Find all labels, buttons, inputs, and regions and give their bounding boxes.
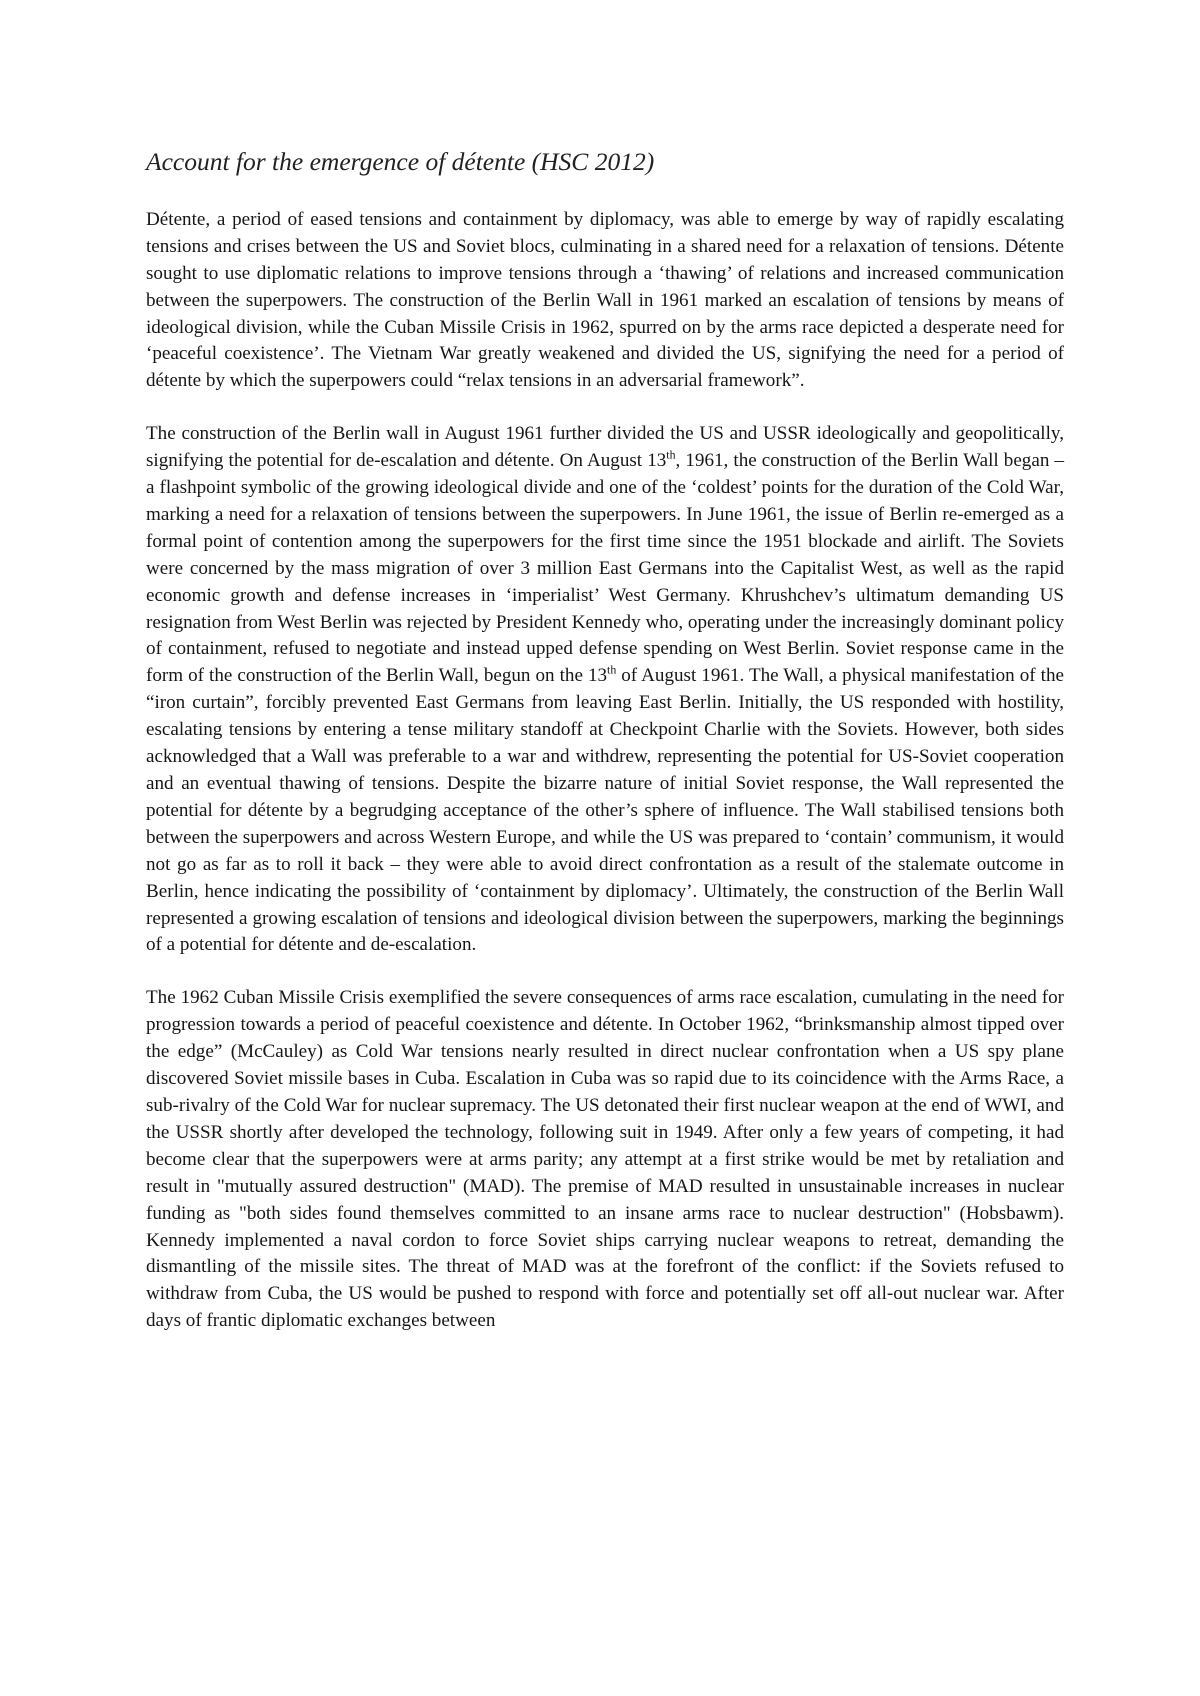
paragraph-cuban-missile-crisis: The 1962 Cuban Missile Crisis exemplified the severe consequences of arms race escalation, cumulating in the need for progression towards a period of peaceful coexistence and détente. In October 1962, “brinksmanship almost tipped over the edge” (McCauley) as Cold War tensions nearly resulted in direct nuclear confrontation when a US spy plane discovered Soviet missile bases in Cuba. Escalation in Cuba was so rapid due to its coincidence with the Arms Race, a sub-rivalry of the Cold War for nuclear supremacy. The US detonated their first nuclear weapon at the end of WWI, and the USSR shortly after developed the technology, following suit in 1949. After only a few years of competing, it had become clear that the superpowers were at arms parity; any attempt at a first strike would be met by retaliation and result in "mutually assured destruction" (MAD). The premise of MAD resulted in unsustainable increases in nuclear funding as "both sides found themselves committed to an insane arms race to nuclear destruction" (Hobsbawm). Kennedy implemented a naval cordon to force Soviet ships carrying nuclear weapons to retreat, demanding the dismantling of the missile sites. The threat of MAD was at the forefront of the conflict: if the Soviets refused to withdraw from Cuba, the US would be pushed to respond with force and potentially set off all-out nuclear war. After days of frantic diplomatic exchanges between bbox=[146, 987, 1064, 1332]
paragraph-introduction: Détente, a period of eased tensions and containment by diplomacy, was able to emerge by way of rapidly escalating tensions and crises between the US and Soviet blocs, culminating in a shared need for a relaxation of tensions. Détente sought to use diplomatic relations to improve tensions through a ‘thawing’ of relations and increased communication between the superpowers. The construction of the Berlin Wall in 1961 marked an escalation of tensions by means of ideological division, while the Cuban Missile Crisis in 1962, spurred on by the arms race depicted a desperate need for ‘peaceful coexistence’. The Vietnam War greatly weakened and divided the US, signifying the need for a period of détente by which the superpowers could “relax tensions in an adversarial framework”. bbox=[146, 208, 1064, 392]
berlin-text-part-a: The construction of the Berlin wall in August 1961 further divided the US and USSR ideologically and geopolitically, signifying the potential for de-escalation and détente. On August 13 bbox=[146, 423, 1064, 472]
ordinal-suffix: th bbox=[666, 447, 676, 462]
berlin-text-part-b: , 1961, the construction of the Berlin Wall began – a flashpoint symbolic of the growing ideological divide and one of the ‘coldest’ points for the duration of the Cold War, marking a need for a relaxation of tensions between the superpowers. In June 1961, the issue of Berlin re-emerged as a formal point of contention among the superpowers for the first time since the 1951 blockade and airlift. The Soviets were concerned by the mass migration of over 3 million East Germans into the Capitalist West, as well as the rapid economic growth and defense increases in ‘imperialist’ West Germany. Khrushchev’s ultimatum demanding US resignation from West Berlin was rejected by President Kennedy who, operating under the increasingly dominant policy of containment, refused to negotiate and instead upped defense spending on West Berlin. Soviet response came in the form of the construction of the Berlin Wall, begun on the 13 bbox=[146, 450, 1064, 687]
essay-title: Account for the emergence of détente (HSC 2012) bbox=[146, 147, 655, 176]
paragraph-berlin-wall bbox=[146, 421, 1064, 959]
ordinal-suffix: th bbox=[607, 663, 617, 678]
document-body bbox=[146, 146, 1064, 1361]
berlin-text-part-c: of August 1961. The Wall, a physical manifestation of the “iron curtain”, forcibly prevented East Germans from leaving East Berlin. Initially, the US responded with hostility, escalating tensions by entering a tense military standoff at Checkpoint Charlie with the Soviets. However, both sides acknowledged that a Wall was preferable to a war and withdrew, representing the potential for US-Soviet cooperation and an eventual thawing of tensions. Despite the bizarre nature of initial Soviet response, the Wall represented the potential for détente by a begrudging acceptance of the other’s sphere of influence. The Wall stabilised tensions both between the superpowers and across Western Europe, and while the US was prepared to ‘contain’ communism, it would not go as far as to roll it back – they were able to avoid direct confrontation as a result of the stalemate outcome in Berlin, hence indicating the possibility of ‘containment by diplomacy’. Ultimately, the construction of the Berlin Wall represented a growing escalation of tensions and ideological division between the superpowers, marking the beginnings of a potential for détente and de-escalation. bbox=[146, 665, 1064, 956]
